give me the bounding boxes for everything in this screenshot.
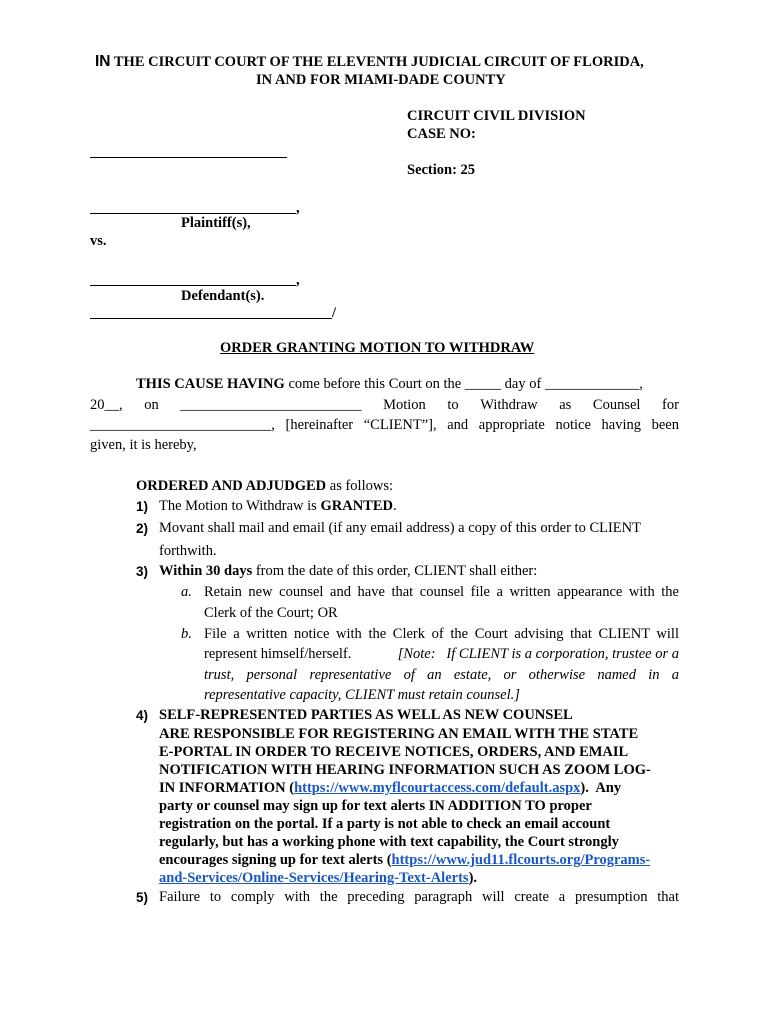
intro-line1 [136,376,643,393]
portal-link[interactable]: https://www.myflcourtaccess.com/default.aspx [294,780,581,796]
intro-line3: _________________________, [hereinafter “CLIENT”], and appropriate notice having been [90,417,679,433]
item-4-line9 [159,852,650,869]
intro-line4: given, it is hereby, [90,437,197,453]
item-3b-line3: trust, personal representative of an estate, or otherwise named in a [204,667,679,683]
text-alerts-link-part2[interactable]: and-Services/Online-Services/Hearing-Text-Alerts [159,870,469,886]
intro-w6: Withdraw [480,397,538,413]
item-4-line10 [159,870,477,887]
item-3a-line1: Retain new counsel and have that counsel file a written appearance with the [204,584,679,600]
document-title: ORDER GRANTING MOTION TO WITHDRAW [220,340,535,356]
intro-w3: _________________________ [180,397,362,413]
ordered-rest: as follows: [329,478,393,494]
item-1-granted: GRANTED [320,498,393,514]
court-heading-line1 [95,53,644,71]
item-5-line1: Failure to comply with the preceding paragraph will create a presumption that [159,889,679,905]
text-alerts-link-part1[interactable]: https://www.jud11.flcourts.org/Programs- [391,852,651,868]
intro-w9: for [662,397,679,413]
intro-lead: THIS CAUSE HAVING [136,376,285,392]
intro-w8: Counsel [592,397,641,413]
blank-line-top [90,157,287,158]
intro-w1: 20__, [90,397,123,413]
caption-slash: / [332,305,337,321]
item-4-line5-a: IN INFORMATION ( [159,780,295,796]
item-4-line9-a: encourages signing up for text alerts ( [159,852,392,868]
item-4-line8: regularly, but has a working phone with text capability, the Court strongly [159,834,619,850]
case-number-label: CASE NO: [407,126,476,142]
plaintiff-label: Plaintiff(s), [181,215,251,231]
item-5-number: 5) [136,890,149,905]
intro-w7: as [559,397,572,413]
section-label: Section: 25 [407,162,476,178]
court-heading-text: THE CIRCUIT COURT OF THE ELEVENTH JUDICIAL CIRCUIT OF FLORIDA, [113,54,644,70]
intro-w5: to [447,397,459,413]
item-4-line2: ARE RESPONSIBLE FOR REGISTERING AN EMAIL WITH THE STATE [159,726,639,742]
item-4-number: 4) [136,708,149,723]
item-4-line1: SELF-REPRESENTED PARTIES AS WELL AS NEW COUNSEL [159,707,573,723]
item-3a-label: a. [181,584,192,600]
item-2-number: 2) [136,521,149,536]
item-4-line7: registration on the portal. If a party is not able to check an email account [159,816,611,832]
intro-w4: Motion [383,397,426,413]
item-4-line5-b: ). Any [580,780,622,796]
item-2-line2: forthwith. [159,543,217,559]
caption-closing-line [90,318,332,319]
defendant-comma: , [296,272,300,288]
item-4-line10-b: ). [468,870,478,886]
intro-line2 [90,397,679,414]
item-3-number: 3) [136,564,149,579]
item-3b-line4: representative capacity, CLIENT must retain counsel.] [204,687,520,703]
item-3-text [159,563,537,580]
defendant-blank-line [90,285,296,286]
item-4-line5 [159,780,621,797]
court-heading-line2: IN AND FOR MIAMI-DADE COUNTY [256,72,506,88]
item-3b-line2-note: [Note: If CLIENT is a corporation, trustee or a [397,646,679,662]
item-3b-line2-plain: represent himself/herself. [204,646,352,662]
plaintiff-comma: , [296,200,300,216]
intro-w2: on [144,397,159,413]
item-4-line3: E-PORTAL IN ORDER TO RECEIVE NOTICES, ORDERS, AND EMAIL [159,744,629,760]
item-3b-line1: File a written notice with the Clerk of the Court advising that CLIENT will [204,626,679,642]
ordered-line [136,478,393,495]
item-3b-label: b. [181,626,192,642]
division-label: CIRCUIT CIVIL DIVISION [407,108,586,124]
intro-line1-text: come before this Court on the _____ day of _____________, [288,376,643,392]
item-1-period: . [392,498,397,514]
item-1-plain: The Motion to Withdraw is [159,498,317,514]
versus-label: vs. [90,233,107,249]
item-4-line4: NOTIFICATION WITH HEARING INFORMATION SUCH AS ZOOM LOG- [159,762,651,778]
item-3a-line2: Clerk of the Court; OR [204,605,338,621]
item-4-line6: party or counsel may sign up for text alerts IN ADDITION TO proper [159,798,592,814]
item-2-line1: Movant shall mail and email (if any email address) a copy of this order to CLIENT [159,520,641,536]
ordered-bold: ORDERED AND ADJUDGED [136,478,327,494]
court-heading-in: IN [95,53,111,70]
defendant-label: Defendant(s). [181,288,265,304]
item-3b-line2 [204,646,679,663]
plaintiff-blank-line [90,213,296,214]
item-1-number: 1) [136,499,149,514]
item-3-bold: Within 30 days [159,563,253,579]
item-1-text [159,498,397,515]
item-3-rest: from the date of this order, CLIENT shall either: [255,563,538,579]
